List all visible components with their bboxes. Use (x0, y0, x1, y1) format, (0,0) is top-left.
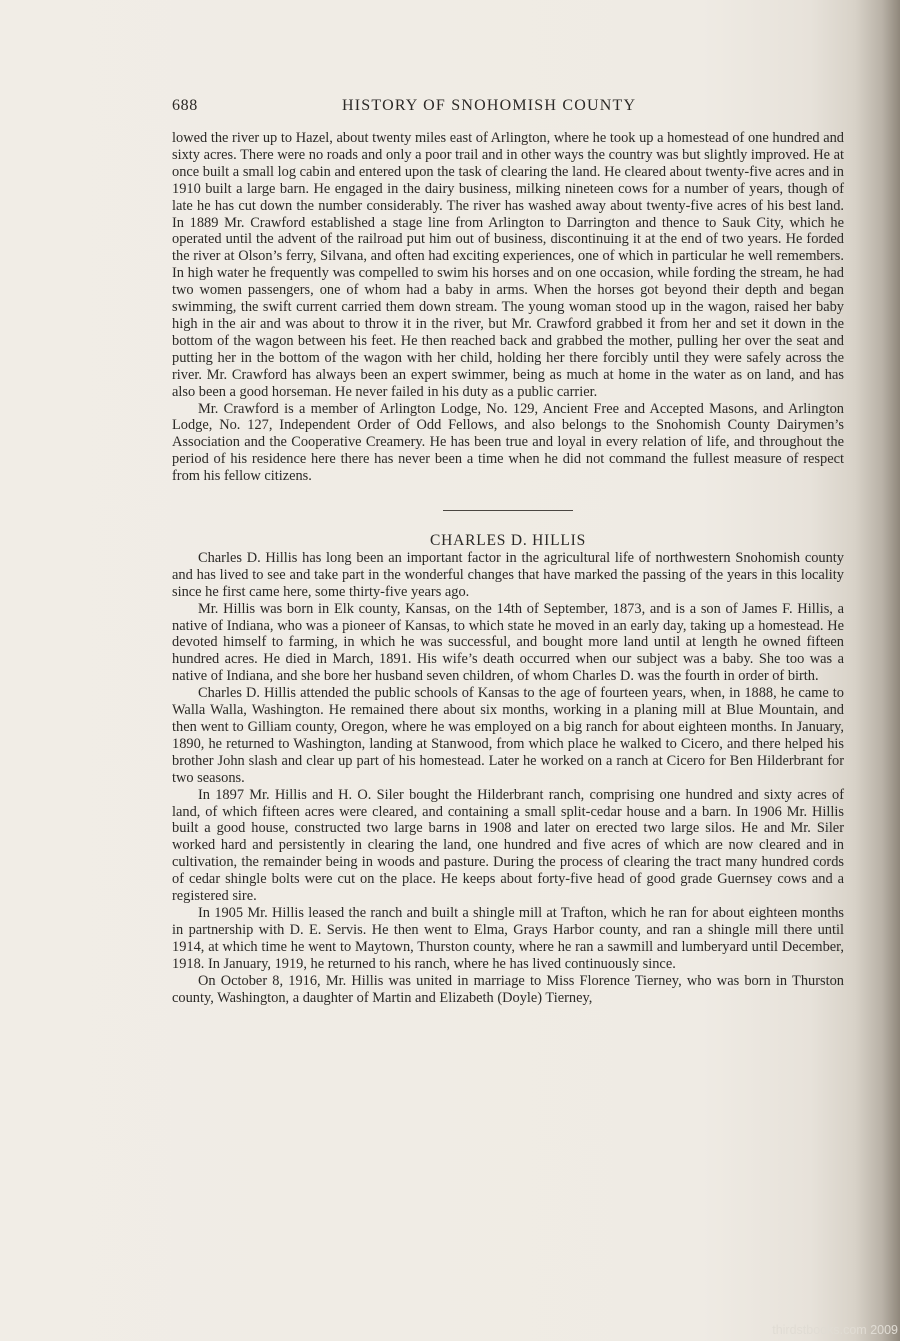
paragraph: Charles D. Hillis has long been an important factor in the agricultural life of northwestern Snohomish county and has lived to see and take part in the wonderful changes that have marked the passing of the years in this locality since he first came here, some thirty-five years ago. (172, 549, 844, 600)
running-title: HISTORY OF SNOHOMISH COUNTY (342, 97, 637, 114)
section-divider (443, 510, 573, 511)
watermark: thirdstbooks.com 2009 (772, 1323, 898, 1337)
paragraph: lowed the river up to Hazel, about twenty miles east of Arlington, where he took up a homestead of one hundred and sixty acres. There were no roads and only a poor trail and in other ways the country was but slightly improved. He at once built a small log cabin and entered upon the task of clearing the land. He cleared about twenty-five acres and in 1910 built a large barn. He engaged in the dairy business, milking nineteen cows for a number of years, though of late he has cut down the number considerably. The river has washed away about twenty-five acres of his best land. In 1889 Mr. Crawford established a stage line from Arlington to Darrington and thence to Sauk City, which he operated until the advent of the railroad put him out of business, discontinuing it at the end of two years. He forded the river at Olson’s ferry, Silvana, and often had exciting experiences, one of which in particular he well remembers. In high water he frequently was compelled to swim his horses and on one occasion, while fording the stream, he had two women passengers, one of whom had a baby in arms. When the horses got beyond their depth and began swimming, the swift current carried them down stream. The young woman stood up in the wagon, raised her baby high in the air and was about to throw it in the river, but Mr. Crawford grabbed it from her and set it down in the bottom of the wagon between his feet. He then reached back and grabbed the mother, pulling her over the seat and putting her in the bottom of the wagon with her child, holding her there forcibly until they were safely across the river. Mr. Crawford has always been an expert swimmer, being as much at home in the water as on land, and has also been a good horseman. He never failed in his duty as a public carrier. (172, 130, 844, 400)
paragraph: Charles D. Hillis attended the public schools of Kansas to the age of fourteen years, when, in 1888, he came to Walla Walla, Washington. He remained there about six months, working in a planing mill at Blue Mountain, and then went to Gilliam county, Oregon, where he was employed on a big ranch for about eighteen months. In January, 1890, he returned to Washington, landing at Stanwood, from which place he walked to Cicero, and there helped his brother John slash and clear up part of his homestead. Later he worked on a ranch at Cicero for Ben Hilderbrant for two seasons. (172, 685, 844, 786)
paragraph: On October 8, 1916, Mr. Hillis was united in marriage to Miss Florence Tierney, who was born in Thurston county, Washington, a daughter of Martin and Elizabeth (Doyle) Tierney, (172, 972, 844, 1006)
paragraph: Mr. Crawford is a member of Arlington Lodge, No. 129, Ancient Free and Accepted Masons, and Arlington Lodge, No. 127, Independent Order of Odd Fellows, and also belongs to the Snohomish County Dairymen’s Association and the Cooperative Creamery. He has been true and loyal in every relation of life, and throughout the period of his residence here there has never been a time when he did not command the fullest measure of respect from his fellow citizens. (172, 400, 844, 485)
paragraph: In 1905 Mr. Hillis leased the ranch and built a shingle mill at Trafton, which he ran for about eighteen months in partnership with D. E. Servis. He then went to Elma, Grays Harbor county, and ran a shingle mill there until 1914, at which time he went to Maytown, Thurston county, where he ran a sawmill and lumberyard until December, 1918. In January, 1919, he returned to his ranch, where he has lived continuously since. (172, 904, 844, 972)
paragraph: Mr. Hillis was born in Elk county, Kansas, on the 14th of September, 1873, and is a son of James F. Hillis, a native of Indiana, who was a pioneer of Kansas, to which state he moved in an early day, taking up a homestead. He devoted himself to farming, in which he was successful, and bought more land until at length he owned fifteen hundred acres. He died in March, 1891. His wife’s death occurred when our subject was a baby. She too was a native of Indiana, and she bore her husband seven children, of whom Charles D. was the fourth in order of birth. (172, 600, 844, 685)
page-number: 688 (172, 97, 198, 114)
running-head (172, 97, 842, 121)
section-title: CHARLES D. HILLIS (429, 532, 587, 550)
paragraph: In 1897 Mr. Hillis and H. O. Siler bought the Hilderbrant ranch, comprising one hundred and sixty acres of land, of which fifteen acres were cleared, and containing a small split-cedar house and a barn. In 1906 Mr. Hillis built a good house, constructed two large barns in 1908 and later on erected two large silos. He and Mr. Siler worked hard and persistently in clearing the land, one hundred and five acres of which are now cleared and in cultivation, the remainder being in woods and pasture. During the process of clearing the tract many hundred cords of cedar shingle bolts were cut on the place. He keeps about forty-five head of good grade Guernsey cows and a registered sire. (172, 786, 844, 905)
body-text (172, 130, 844, 1006)
